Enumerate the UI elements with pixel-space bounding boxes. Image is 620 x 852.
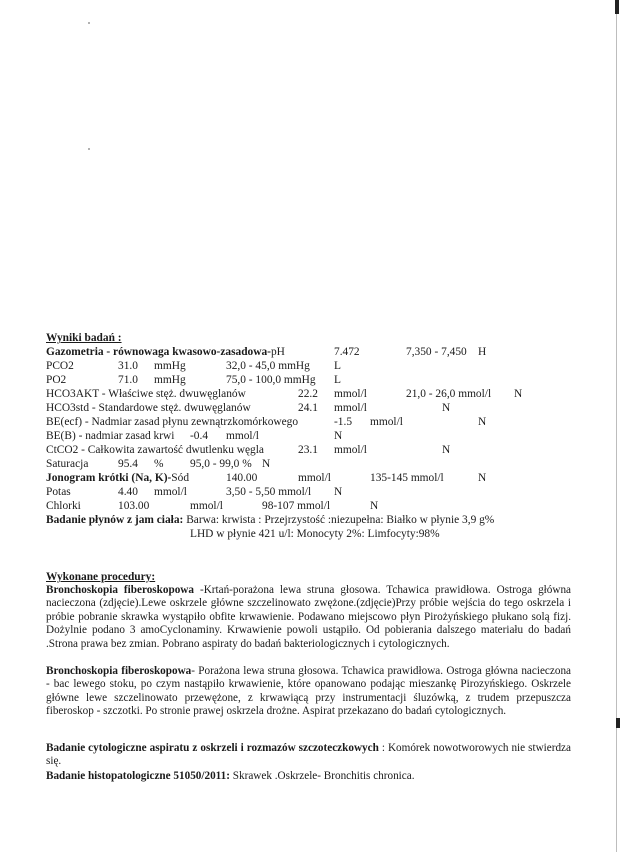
potas-flag: N bbox=[334, 486, 343, 498]
pco2-range: 32,0 - 45,0 mmHg bbox=[226, 360, 310, 372]
plyny-title: Badanie płynów z jam ciała: bbox=[46, 514, 184, 526]
hco3akt-flag: N bbox=[514, 388, 523, 400]
beb-flag: N bbox=[334, 430, 343, 442]
gazometria-row bbox=[46, 346, 285, 359]
procedure-2-title: Bronchoskopia fiberoskopowa bbox=[46, 665, 192, 677]
procedure-1-title: Bronchoskopia fiberoskopowa bbox=[46, 584, 194, 596]
hco3std-unit: mmol/l bbox=[334, 402, 367, 414]
sod-value: 140.00 bbox=[226, 472, 258, 484]
hco3std-flag: N bbox=[442, 402, 451, 414]
beb-unit: mmol/l bbox=[226, 430, 259, 442]
chlorki-flag: N bbox=[370, 500, 379, 512]
scan-side-mark bbox=[616, 718, 620, 728]
pco2-unit: mmHg bbox=[154, 360, 186, 372]
potas-range: 3,50 - 5,50 mmol/l bbox=[226, 486, 312, 498]
ph-flag: H bbox=[478, 346, 487, 358]
pco2-flag: L bbox=[334, 360, 341, 372]
chlorki-range: 98-107 mmol/l bbox=[262, 500, 331, 512]
hco3std-label: HCO3std - Standardowe stęż. dwuwęglanów bbox=[46, 402, 251, 414]
ph-range: 7,350 - 7,450 bbox=[406, 346, 467, 358]
beecf-unit: mmol/l bbox=[370, 416, 403, 428]
saturacja-range: 95,0 - 99,0 % bbox=[190, 458, 252, 470]
potas-unit: mmol/l bbox=[154, 486, 187, 498]
sod-unit: mmol/l bbox=[298, 472, 331, 484]
scan-dot bbox=[88, 148, 90, 150]
hco3akt-label: HCO3AKT - Właściwe stęż. dwuwęglanów bbox=[46, 388, 246, 400]
procedure-1 bbox=[46, 584, 571, 651]
procedure-3-text: : Komórek nowotworowych nie stwierdza się. bbox=[46, 742, 571, 768]
hco3std-value: 24.1 bbox=[298, 402, 318, 414]
beb-value: -0.4 bbox=[190, 430, 209, 442]
ctco2-unit: mmol/l bbox=[334, 444, 367, 456]
procedure-4-text: Skrawek .Oskrzele- Bronchitis chronica. bbox=[229, 770, 415, 782]
sod-label: Sód bbox=[171, 472, 190, 484]
chlorki-label: Chlorki bbox=[46, 500, 81, 512]
chlorki-unit: mmol/l bbox=[190, 500, 223, 512]
ctco2-flag: N bbox=[442, 444, 451, 456]
procedure-2-text: - Porażona lewa struna głosowa. Tchawica prawidłowa. Ostroga główna nacieczona - bac lewego stoku, po czym nastąpiło krwawienie, które opanowano podając mieszankę Pirozyńskiego. Oskrzele główne lewe szczelinowato przewężone, z krwawiącą przy instrumentacji śluzówką, z trudem przepuszcza fiberoskop - szczotki. Po stronie prawej oskrzela drożne. Aspirat przekazano do badań cytologicznych. bbox=[46, 665, 571, 718]
procedure-3-title: Badanie cytologiczne aspiratu z oskrzeli i rozmazów szczoteczkowych bbox=[46, 742, 379, 754]
po2-label: PO2 bbox=[46, 374, 67, 386]
scan-dot bbox=[88, 22, 90, 24]
plyny-line1: Barwa: krwista : Przejrzystość :niezupełna: Białko w płynie 3,9 g% bbox=[186, 514, 495, 526]
ctco2-value: 23.1 bbox=[298, 444, 318, 456]
saturacja-label: Saturacja bbox=[46, 458, 89, 470]
po2-flag: L bbox=[334, 374, 341, 386]
pco2-label: PCO2 bbox=[46, 360, 74, 372]
potas-label: Potas bbox=[46, 486, 71, 498]
chlorki-value: 103.00 bbox=[118, 500, 150, 512]
saturacja-value: 95.4 bbox=[118, 458, 138, 470]
scan-corner-mark bbox=[615, 0, 619, 14]
hco3akt-unit: mmol/l bbox=[334, 388, 367, 400]
sod-flag: N bbox=[478, 472, 487, 484]
ctco2-label: CtCO2 - Całkowita zawartość dwutlenku węgla bbox=[46, 444, 264, 456]
sod-range: 135-145 mmol/l bbox=[370, 472, 444, 484]
saturacja-unit: % bbox=[154, 458, 164, 470]
jonogram-title: Jonogram krótki (Na, K)- bbox=[46, 472, 172, 484]
procedures-heading: Wykonane procedury: bbox=[46, 571, 156, 583]
gazometria-title: Gazometria - równowaga kwasowo-zasadowa- bbox=[46, 346, 271, 358]
hco3akt-range: 21,0 - 26,0 mmol/l bbox=[406, 388, 492, 400]
hco3akt-value: 22.2 bbox=[298, 388, 318, 400]
procedure-4 bbox=[46, 770, 571, 783]
results-heading: Wyniki badań : bbox=[46, 332, 122, 344]
jonogram-row bbox=[46, 472, 189, 485]
procedure-1-text: -Krtań-porażona lewa struna głosowa. Tchawica prawidłowa. Ostroga główna nacieczona (zdjęcie).Lewe oskrzele główne szczelinowato zwężone.(zdjęcie)Przy próbie wejścia do tego oskrzela i próbie pobranie skrawka wystąpiło obfite krwawienie. Podawano miejscowo płyn Pirożyńskiego płukano solą fizj. Dożylnie podano 3 amoCyclonaminy. Krwawienie powoli ustąpiło. Od pobierania dalszego materiału do badań .Strona prawa bez zmian. Pobrano aspiraty do badań bakteriologicznych i cytologicznych. bbox=[46, 584, 572, 650]
plyny-line2: LHD w płynie 421 u/l: Monocyty 2%: Limfocyty:98% bbox=[190, 528, 440, 540]
ph-label: pH bbox=[270, 346, 285, 358]
beecf-value: -1.5 bbox=[334, 416, 353, 428]
pco2-value: 31.0 bbox=[118, 360, 138, 372]
po2-range: 75,0 - 100,0 mmHg bbox=[226, 374, 316, 386]
beecf-flag: N bbox=[478, 416, 487, 428]
potas-value: 4.40 bbox=[118, 486, 138, 498]
beb-label: BE(B) - nadmiar zasad krwi bbox=[46, 430, 175, 442]
procedure-4-title: Badanie histopatologiczne 51050/2011: bbox=[46, 770, 230, 782]
plyny-row bbox=[46, 514, 494, 527]
po2-value: 71.0 bbox=[118, 374, 138, 386]
beecf-label: BE(ecf) - Nadmiar zasad płynu zewnątrzkomórkowego bbox=[46, 416, 299, 428]
procedure-2 bbox=[46, 665, 571, 719]
procedure-3 bbox=[46, 742, 571, 769]
po2-unit: mmHg bbox=[154, 374, 186, 386]
ph-value: 7.472 bbox=[334, 346, 360, 358]
saturacja-flag: N bbox=[262, 458, 271, 470]
